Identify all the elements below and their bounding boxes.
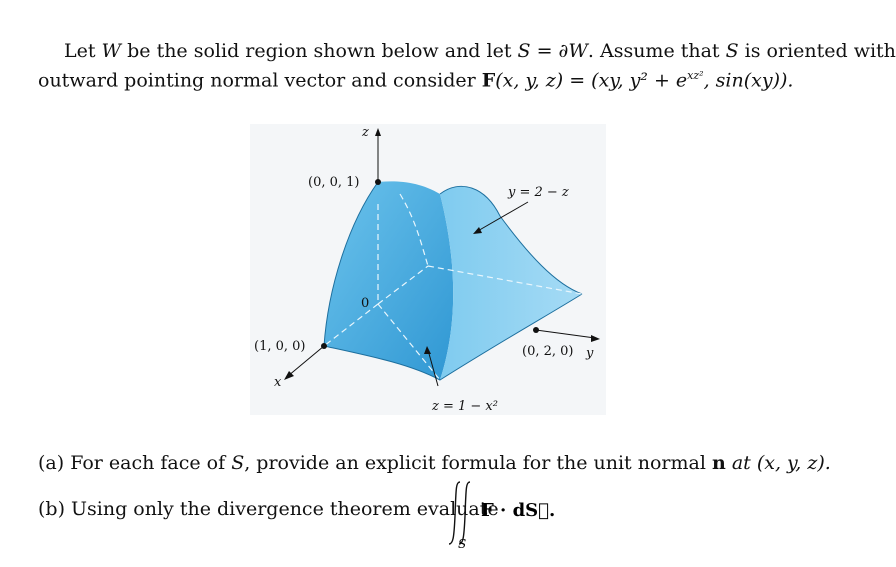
unit-normal-n: n (711, 452, 726, 474)
vector-field-F: F (481, 69, 496, 92)
integral-sign-2 (459, 482, 470, 544)
point-z (375, 179, 381, 185)
label-origin: 0 (361, 296, 370, 311)
problem-line-1: Let W be the solid region shown below and let S = ∂W. Assume that S is oriented with (64, 40, 896, 62)
integral-sign-1 (449, 482, 460, 544)
question-a: (a) For each face of S, provide an explicit formula for the unit normal n at (x, y, z). (38, 452, 831, 474)
problem-line-2: outward pointing normal vector and consider F(x, y, z) = (xy, $y^2 + e^{xz^2}$, sin(xy)). (38, 69, 794, 92)
question-b: (b) Using only the divergence theorem evaluate (38, 498, 499, 520)
label-y-axis: y (586, 346, 594, 361)
symbol-W: W (101, 40, 122, 62)
label-x-axis: x (274, 375, 282, 390)
point-x (321, 343, 327, 349)
figure-svg (250, 124, 606, 415)
label-point-x: (1, 0, 0) (254, 339, 306, 354)
symbol-S: S (517, 40, 531, 62)
label-point-z: (0, 0, 1) (308, 175, 360, 190)
integrand: F · dS⃗. (481, 500, 556, 521)
surface-integral (448, 476, 588, 556)
label-point-y: (0, 2, 0) (522, 344, 574, 359)
label-side-surface: z = 1 − x² (432, 399, 498, 414)
point-y (533, 327, 539, 333)
solid-region-figure (250, 124, 606, 415)
label-z-axis: z (362, 125, 369, 140)
label-top-surface: y = 2 − z (508, 185, 569, 200)
integral-subscript: S (458, 537, 467, 551)
